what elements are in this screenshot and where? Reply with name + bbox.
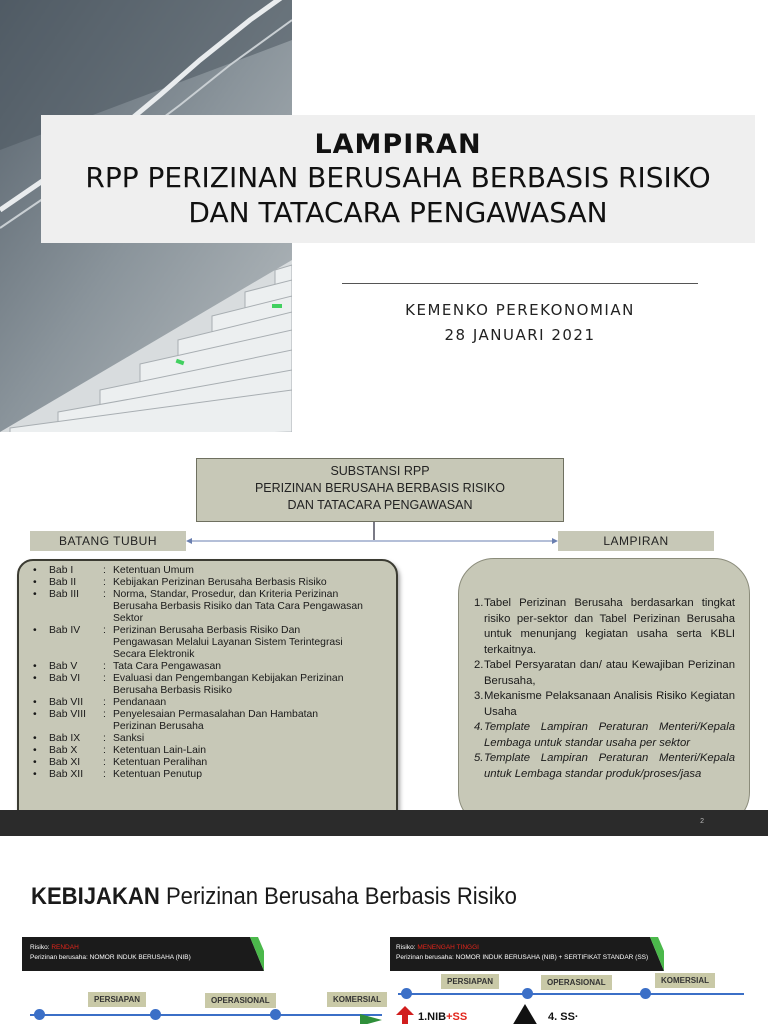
bullet: • [33,625,37,636]
chapter-title: Pengawasan Melalui Layanan Sistem Terintegrasi [113,637,343,648]
bullet: • [33,745,37,756]
risk-level: MENENGAH TINGGI [417,944,479,951]
chapter-number: Bab XII [49,769,84,780]
chapter-title: Sektor [113,613,144,624]
risk-banner-low [28,937,248,971]
chapter-title: Ketentuan Umum [113,565,194,576]
timeline-dot [640,988,651,999]
colon: : [103,745,106,756]
permit-label: Perizinan berusaha: NOMOR INDUK BERUSAHA (NIB) [30,954,191,961]
up-arrow-icon [396,1006,414,1024]
slide-subtitle-line1: RPP PERIZINAN BERUSAHA BERBASIS RISIKO [85,161,711,194]
chapter-row [33,721,388,733]
chapter-row [33,697,388,709]
chapter-title: Ketentuan Penutup [113,769,202,780]
stage-tag: OPERASIONAL [541,975,612,990]
colon: : [103,697,106,708]
bullet [33,721,49,733]
chapter-number: Bab III [49,589,80,600]
item-number: 3. [474,690,484,702]
colon: : [103,625,106,636]
item-text: Mekanisme Pelaksanaan Analisis Risiko Kegiatan Usaha [484,690,735,718]
slide-heading [31,883,517,911]
slide-title: LAMPIRAN [314,129,482,160]
colon: : [103,589,106,600]
policy-slide [0,864,768,1024]
chapter-title: Evaluasi dan Pengembangan Kebijakan Perizinan [113,673,344,684]
bullet [33,649,49,661]
chapter-row [33,577,388,589]
bullet: • [33,565,37,576]
chapter-title: Tata Cara Pengawasan [113,661,222,672]
step-suffix: +SS [446,1011,468,1023]
arrow-icon [360,1014,382,1024]
item-text: Tabel Perizinan Berusaha berdasarkan tingkat risiko per-sektor dan Tabel Perizinan Berusaha untuk menunjang kegiatan usaha serta KBLI terkaitnya. [484,597,735,656]
colon: : [103,577,106,588]
chapter-row [33,637,388,649]
lampiran-item [474,751,735,782]
colon: : [103,673,106,684]
chapter-number [49,721,103,733]
chapter-title: Secara Elektronik [113,649,195,660]
stage-tag: OPERASIONAL [205,993,276,1008]
bullet: • [33,769,37,780]
chapter-title: Perizinan Berusaha Berbasis Risiko Dan [113,625,301,636]
bullet [33,637,49,649]
risk-banner-medium-high [394,937,656,971]
chapter-number: Bab II [49,577,77,588]
colon [103,637,113,649]
colon: : [103,733,106,744]
chapter-number: Bab V [49,661,78,672]
chapter-row [33,613,388,625]
substance-slide [0,448,768,836]
presentation-date: 28 JANUARI 2021 [444,326,596,344]
divider [342,283,698,284]
colon [103,685,113,697]
heading-rest: Perizinan Berusaha Berbasis Risiko [159,883,517,910]
lampiran-header: LAMPIRAN [558,531,714,551]
chapter-title: Ketentuan Peralihan [113,757,208,768]
chapter-row [33,601,388,613]
chapter-row [33,673,388,685]
chapter-title: Sanksi [113,733,145,744]
colon [103,721,113,733]
timeline-dot [401,988,412,999]
chapter-title: Berusaha Berbasis Risiko [113,685,232,696]
lampiran-list [458,558,750,828]
colon [103,601,113,613]
stage-tag: KOMERSIAL [327,992,387,1007]
chapter-number: Bab IX [49,733,81,744]
step-prefix: 1.NIB [418,1011,447,1023]
chapter-row [33,745,388,757]
item-number: 4. [474,721,484,733]
chapter-number: Bab XI [49,757,81,768]
item-number: 5. [474,752,484,764]
timeline [398,993,744,995]
chapter-number [49,649,103,661]
colon: : [103,565,106,576]
chapter-row [33,589,388,601]
timeline [30,1014,382,1016]
lampiran-item [474,689,735,720]
chapter-number [49,637,103,649]
colon: : [103,709,106,720]
item-number: 2. [474,659,484,671]
chapter-number: Bab VII [49,697,84,708]
chapter-row [33,625,388,637]
warning-triangle-icon [512,1004,538,1024]
chapter-row [33,685,388,697]
colon [103,649,113,661]
title-slide [0,0,768,432]
lampiran-item [474,720,735,751]
chapter-title: Norma, Standar, Prosedur, dan Kriteria Perizinan [113,589,339,600]
bullet: • [33,733,37,744]
batang-tubuh-header: BATANG TUBUH [30,531,186,551]
chapter-number [49,601,103,613]
bullet [33,601,49,613]
chapter-number [49,685,103,697]
heading-keyword: KEBIJAKAN [31,883,160,910]
bullet [33,685,49,697]
item-number: 1. [474,597,484,609]
organization-name: KEMENKO PEREKONOMIAN [405,301,635,319]
colon: : [103,757,106,768]
page-number: 2 [700,818,704,825]
bullet: • [33,577,37,588]
chapter-row [33,565,388,577]
chapter-row [33,649,388,661]
step-label [418,1011,467,1023]
bullet: • [33,661,37,672]
chapter-number [49,613,103,625]
timeline-dot [522,988,533,999]
chapter-row [33,757,388,769]
substansi-line: SUBSTANSI RPP [330,464,430,478]
item-text: Template Lampiran Peraturan Menteri/Kepala untuk Lembaga standar produk/proses/jasa [484,752,735,780]
risk-level: RENDAH [51,944,79,951]
chapter-title: Ketentuan Lain-Lain [113,745,207,756]
bullet [33,613,49,625]
permit-label: Perizinan berusaha: NOMOR INDUK BERUSAHA (NIB) + SERTIFIKAT STANDAR (SS) [396,954,649,961]
substansi-box [196,458,564,522]
chapter-number: Bab X [49,745,78,756]
chapter-title: Kebijakan Perizinan Berusaha Berbasis Risiko [113,577,327,588]
title-box [41,115,755,243]
timeline-dot [34,1009,45,1020]
substansi-line: DAN TATACARA PENGAWASAN [287,498,473,512]
chapter-title: Perizinan Berusaha [113,721,204,732]
chapter-list [17,559,398,828]
stage-tag: KOMERSIAL [655,973,715,988]
chapter-number: Bab IV [49,625,81,636]
bullet: • [33,697,37,708]
lampiran-item [474,596,735,658]
item-text: Template Lampiran Peraturan Menteri/Kepala Lembaga untuk standar usaha per sektor [484,721,735,749]
item-text: Tabel Persyaratan dan/ atau Kewajiban Perizinan Berusaha, [484,659,735,687]
chapter-number: Bab VIII [49,709,86,720]
substansi-line: PERIZINAN BERUSAHA BERBASIS RISIKO [254,481,506,495]
bullet: • [33,589,37,600]
chapter-row [33,709,388,721]
chapter-number: Bab I [49,565,74,576]
slide-subtitle-line2: DAN TATACARA PENGAWASAN [188,196,608,229]
colon: : [103,661,106,672]
stage-tag: PERSIAPAN [441,974,499,989]
chapter-row [33,769,388,781]
risk-label: Risiko: [30,944,52,951]
chapter-row [33,661,388,673]
timeline-dot [270,1009,281,1020]
colon [103,613,113,625]
chapter-title: Penyelesaian Permasalahan Dan Hambatan [113,709,319,720]
chapter-title: Pendanaan [113,697,167,708]
chapter-row [33,733,388,745]
chapter-number: Bab VI [49,673,81,684]
colon: : [103,769,106,780]
step-label: 4. SS· [548,1011,579,1023]
risk-label: Risiko: [396,944,418,951]
stage-tag: PERSIAPAN [88,992,146,1007]
bullet: • [33,709,37,720]
bullet: • [33,757,37,768]
lampiran-item [474,658,735,689]
timeline-dot [150,1009,161,1020]
footer-bar [0,810,768,836]
chapter-title: Berusaha Berbasis Risiko dan Tata Cara Pengawasan [113,601,363,612]
bullet: • [33,673,37,684]
